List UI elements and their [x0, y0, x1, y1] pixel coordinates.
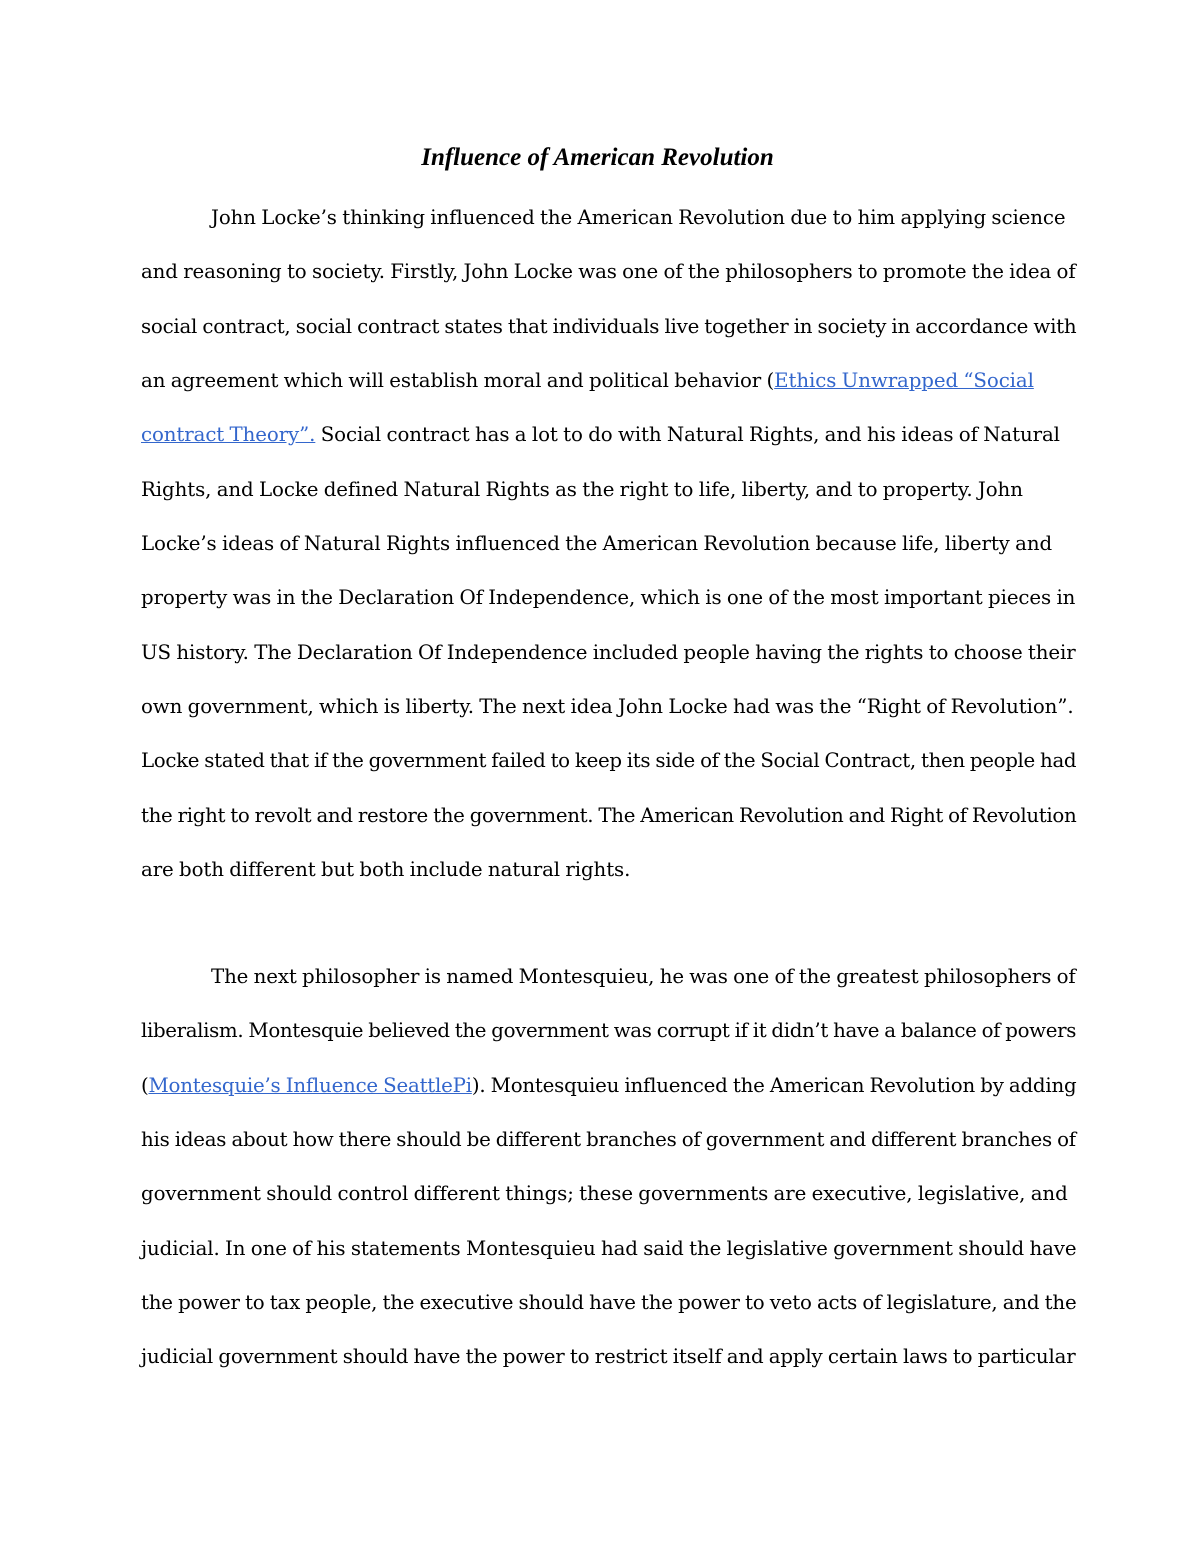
line-text: and reasoning to society. Firstly, John Locke was one of the philosophers to promote the idea of: [141, 260, 1076, 284]
text-line: [141, 734, 1076, 788]
text-line: [141, 408, 1076, 462]
paragraph-1: [141, 191, 1076, 897]
document-title: Influence of American Revolution: [421, 144, 774, 171]
text-line: [141, 950, 1076, 1004]
line-text: social contract, social contract states that individuals live together in society in accordance with: [141, 314, 1077, 338]
line-text: the power to tax people, the executive should have the power to veto acts of legislature, and the: [141, 1291, 1077, 1315]
line-text: an agreement which will establish moral and political behavior (: [141, 369, 775, 393]
text-line: [141, 1167, 1076, 1221]
text-line: [141, 245, 1076, 299]
montesquie-influence-link[interactable]: Montesquie’s Influence SeattlePi: [148, 1073, 472, 1097]
text-line: [141, 517, 1076, 571]
line-text: ). Montesquieu influenced the American Revolution by adding: [471, 1073, 1077, 1097]
text-line: [141, 789, 1076, 843]
paragraph-2: [141, 950, 1076, 1385]
line-text: (: [141, 1073, 149, 1097]
line-text: are both different but both include natural rights.: [141, 858, 631, 882]
ethics-unwrapped-link[interactable]: Ethics Unwrapped “Social: [774, 369, 1034, 393]
text-line: [141, 354, 1076, 408]
text-line: [141, 300, 1076, 354]
text-line: [141, 1222, 1076, 1276]
line-text: The next philosopher is named Montesquieu, he was one of the greatest philosophers of: [211, 965, 1076, 988]
text-line: [141, 1113, 1076, 1167]
line-text: liberalism. Montesquie believed the government was corrupt if it didn’t have a balance of powers: [141, 1019, 1077, 1043]
text-line: [141, 843, 1076, 897]
line-text: Rights, and Locke defined Natural Rights as the right to life, liberty, and to property. John: [141, 477, 1023, 501]
line-text: Social contract has a lot to do with Natural Rights, and his ideas of Natural: [315, 423, 1060, 447]
line-text: own government, which is liberty. The next idea John Locke had was the “Right of Revolution”.: [141, 695, 1074, 719]
text-line: [141, 1004, 1076, 1058]
text-line: [141, 463, 1076, 517]
line-text: judicial government should have the power to restrict itself and apply certain laws to particular: [141, 1345, 1076, 1369]
text-line: [141, 571, 1076, 625]
text-line: [141, 1276, 1076, 1330]
line-text: his ideas about how there should be different branches of government and different branches of: [141, 1128, 1076, 1152]
line-text: John Locke’s thinking influenced the American Revolution due to him applying science: [211, 206, 1066, 229]
ethics-unwrapped-link-continued[interactable]: contract Theory”.: [141, 423, 316, 447]
line-text: US history. The Declaration Of Independence included people having the rights to choose their: [141, 640, 1076, 664]
text-line: [141, 1059, 1076, 1113]
text-line: [141, 191, 1076, 245]
line-text: the right to revolt and restore the government. The American Revolution and Right of Revolution: [141, 803, 1077, 827]
line-text: Locke stated that if the government failed to keep its side of the Social Contract, then people had: [141, 749, 1077, 773]
text-line: [141, 1330, 1076, 1384]
line-text: judicial. In one of his statements Montesquieu had said the legislative government should have: [141, 1236, 1077, 1260]
line-text: property was in the Declaration Of Independence, which is one of the most important pieces in: [141, 586, 1076, 610]
line-text: government should control different things; these governments are executive, legislative, and: [141, 1182, 1068, 1206]
line-text: Locke’s ideas of Natural Rights influenced the American Revolution because life, liberty and: [141, 532, 1053, 556]
text-line: [141, 626, 1076, 680]
text-line: [141, 680, 1076, 734]
